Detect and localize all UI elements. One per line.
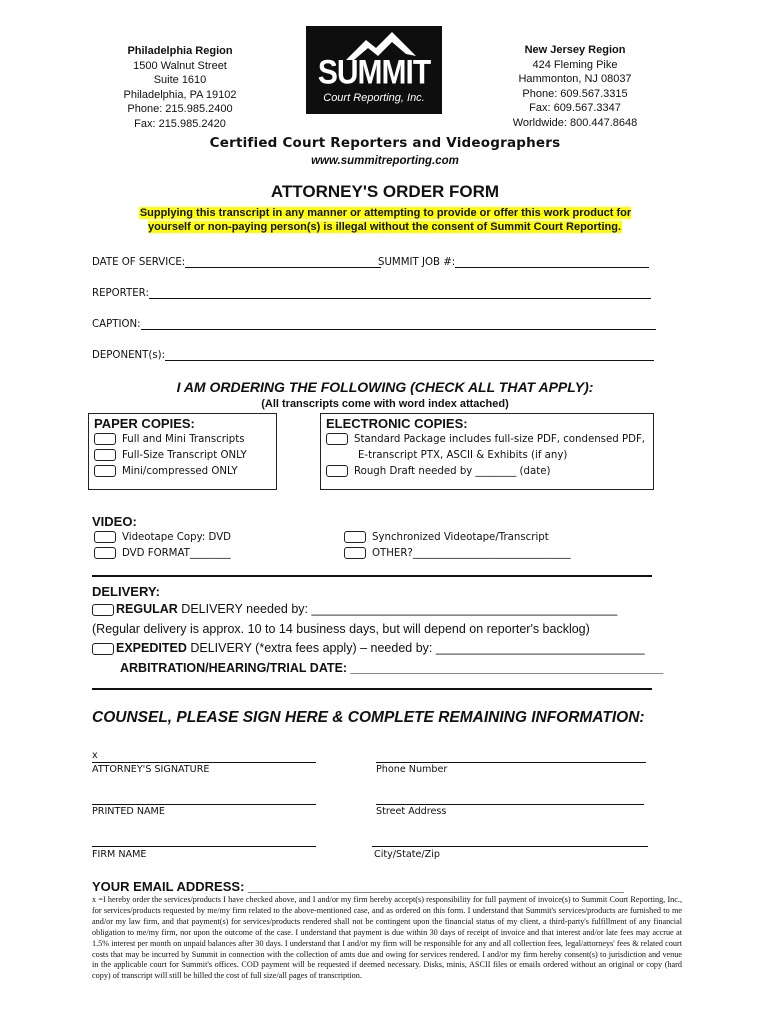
phone-number-label: Phone Number: [376, 764, 448, 775]
paper-copies-heading: PAPER COPIES:: [94, 416, 195, 431]
checkbox[interactable]: [92, 643, 114, 655]
video-option[interactable]: [94, 530, 231, 546]
office-line: 1500 Walnut Street: [133, 59, 227, 72]
office-line: Worldwide: 800.447.8648: [512, 116, 638, 129]
warning-text: Supplying this transcript in any manner or attempting to provide or offer this work product for yourself or non-paying person(s) is illegal without the consent of Summit Court Reporting.: [139, 207, 632, 233]
firm-name-line[interactable]: [92, 846, 316, 847]
video-option[interactable]: [344, 530, 571, 546]
reporter-label: REPORTER:: [92, 288, 149, 299]
city-state-zip-line[interactable]: [372, 846, 648, 847]
regular-delivery-note: (Regular delivery is approx. 10 to 14 business days, but will depend on reporter's backlog): [92, 622, 590, 636]
summit-job-line[interactable]: [455, 256, 649, 268]
office-line: Fax: 609.567.3347: [529, 102, 621, 115]
electronic-option[interactable]: [326, 464, 645, 480]
deponent-field[interactable]: [92, 349, 654, 361]
option-label: Standard Package includes full-size PDF, condensed PDF,: [354, 434, 646, 445]
paper-option[interactable]: [94, 464, 247, 480]
expedited-delivery-option[interactable]: [92, 641, 644, 655]
terms-text: x =I hereby order the services/products I have checked above, and I and/or my firm hereby accept(s) responsibility for full payment of invoice(s) to Summit Court Reporting, Inc., for services/products requested by me/my firm related to the above-mentioned case, and as ordered on this form. I understand that Summit's services/products are furnished to me and/or my law firm, and that payment(s) for services/products rendered shall not be contingent upon the financial status of my client, a third-party's fulfillment of any financial obligation to me/my firm, nor upon the outcome of the case. I understand that payment is due within 30 days of receipt of invoice and that interest and/or late fees may accrue at 1.5% interest per month on unpaid balances after 30 days. I understand that I and/or my firm will be responsible for any and all collection fees, legal/attorneys' fees & related court costs that may be incurred by Summit in connection with the collection of amts due and owing for services rendered. I and/or my firm hereby consent(s) to jurisdiction and venue in the applicable court for Summit's offices. COD payment will be requested if deemed necessary. Disks, minis, ASCII files or emails ordered without an original or copy (hard copy) of transcript will still be billed the cost of full size/all pages of transcription.: [92, 895, 682, 981]
logo-word: SUMMIT: [317, 53, 431, 92]
divider: [92, 575, 652, 577]
date-of-service-label: DATE OF SERVICE:: [92, 257, 186, 268]
phone-number-line[interactable]: [376, 762, 646, 763]
printed-name-line[interactable]: [92, 804, 316, 805]
website-link[interactable]: www.summitreporting.com: [311, 155, 459, 167]
video-heading: VIDEO:: [92, 514, 137, 529]
office-heading: New Jersey Region: [524, 44, 626, 56]
checkbox[interactable]: [326, 433, 348, 445]
date-of-service-field[interactable]: [92, 256, 381, 268]
order-heading: I AM ORDERING THE FOLLOWING (CHECK ALL THAT APPLY):: [176, 379, 594, 395]
checkbox[interactable]: [94, 433, 116, 445]
regular-delivery-option[interactable]: [92, 602, 617, 616]
electronic-copies-list: [326, 432, 645, 480]
video-right-options: [344, 530, 571, 562]
city-state-zip-label: City/State/Zip: [374, 849, 440, 860]
expedited-label: EXPEDITED: [116, 641, 187, 655]
printed-name-label: PRINTED NAME: [92, 806, 165, 817]
summit-job-field[interactable]: [378, 256, 649, 268]
paper-copies-list: [94, 432, 247, 480]
electronic-option-continued: [326, 448, 645, 464]
checkbox[interactable]: [344, 531, 366, 543]
video-option[interactable]: [344, 546, 571, 562]
regular-text: DELIVERY needed by: ____________________________________________: [177, 602, 618, 616]
office-line: 424 Fleming Pike: [532, 58, 618, 71]
logo-subtitle: Court Reporting, Inc.: [323, 92, 425, 104]
electronic-option[interactable]: [326, 432, 645, 448]
option-label: Full and Mini Transcripts: [122, 434, 245, 445]
attorney-signature-label: ATTORNEY'S SIGNATURE: [92, 764, 210, 775]
deponent-line[interactable]: [165, 349, 654, 361]
office-line: Hammonton, NJ 08037: [518, 73, 632, 86]
order-subheading: (All transcripts come with word index attached): [261, 398, 509, 410]
checkbox[interactable]: [344, 547, 366, 559]
video-left-options: [94, 530, 231, 562]
electronic-copies-heading: ELECTRONIC COPIES:: [326, 416, 468, 431]
street-address-label: Street Address: [376, 806, 447, 817]
delivery-heading: DELIVERY:: [92, 584, 160, 599]
paper-option[interactable]: [94, 448, 247, 464]
checkbox[interactable]: [92, 604, 114, 616]
option-label: Rough Draft needed by ________ (date): [354, 466, 551, 477]
office-line: Philadelphia, PA 19102: [123, 88, 237, 101]
deponent-label: DEPONENT(s):: [92, 350, 166, 361]
date-of-service-line[interactable]: [185, 256, 381, 268]
divider: [92, 688, 652, 690]
attorney-signature-line[interactable]: [92, 762, 316, 763]
caption-line[interactable]: [141, 318, 656, 330]
email-address-field[interactable]: YOUR EMAIL ADDRESS: ____________________________________________________: [92, 879, 624, 894]
office-line: Suite 1610: [153, 74, 207, 87]
warning-notice: [137, 206, 633, 234]
option-label: Synchronized Videotape/Transcript: [372, 532, 549, 543]
video-option[interactable]: [94, 546, 231, 562]
office-line: Phone: 609.567.3315: [522, 87, 628, 100]
option-label: E-transcript PTX, ASCII & Exhibits (if any): [358, 450, 568, 461]
regular-label: REGULAR: [116, 602, 178, 616]
caption-field[interactable]: [92, 318, 656, 330]
philadelphia-office: [96, 44, 264, 132]
summit-logo: [306, 26, 442, 114]
form-title: ATTORNEY'S ORDER FORM: [270, 182, 500, 201]
option-label: OTHER?_______________________________: [372, 548, 571, 559]
tagline: Certified Court Reporters and Videographers: [209, 135, 561, 151]
paper-option[interactable]: [94, 432, 247, 448]
checkbox[interactable]: [326, 465, 348, 477]
x-mark: x: [92, 750, 98, 761]
office-line: Phone: 215.985.2400: [127, 103, 233, 116]
caption-label: CAPTION:: [92, 319, 141, 330]
street-address-line[interactable]: [376, 804, 644, 805]
office-heading: Philadelphia Region: [127, 45, 233, 57]
option-label: Mini/compressed ONLY: [122, 466, 238, 477]
checkbox[interactable]: [94, 465, 116, 477]
checkbox[interactable]: [94, 547, 116, 559]
option-label: DVD FORMAT________: [122, 548, 231, 559]
arbitration-date-field[interactable]: ARBITRATION/HEARING/TRIAL DATE: _____________________________________________: [120, 661, 664, 675]
checkbox[interactable]: [94, 449, 116, 461]
option-label: Videotape Copy: DVD: [122, 532, 232, 543]
reporter-line[interactable]: [149, 287, 651, 299]
office-line: Fax: 215.985.2420: [134, 117, 226, 130]
firm-name-label: FIRM NAME: [92, 849, 147, 860]
checkbox[interactable]: [94, 531, 116, 543]
expedited-text: DELIVERY (*extra fees apply) – needed by: ______________________________: [186, 641, 645, 655]
new-jersey-office: [500, 43, 650, 131]
reporter-field[interactable]: [92, 287, 651, 299]
option-label: Full-Size Transcript ONLY: [122, 450, 247, 461]
counsel-heading: COUNSEL, PLEASE SIGN HERE & COMPLETE REMAINING INFORMATION:: [92, 709, 645, 726]
summit-job-label: SUMMIT JOB #:: [378, 257, 456, 268]
